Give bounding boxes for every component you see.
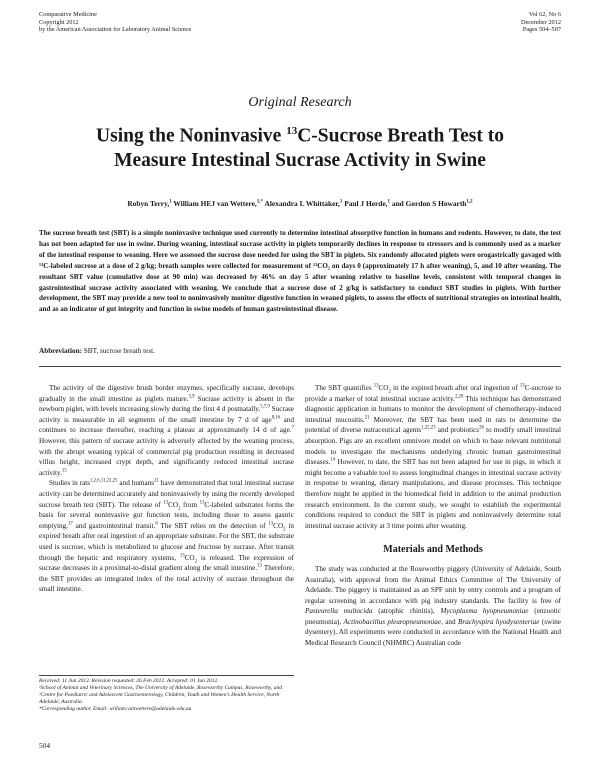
text-run: Sucrase activity is measurable in all segments of the small intestine by 7 d of age xyxy=(39,405,294,424)
text-run: Sucrase activity is absent in the newborn piglet, with levels increasing slowly during the first 4 d postnatally. xyxy=(39,394,295,414)
text-run: CO xyxy=(273,521,284,530)
page-range: Pages 504–507 xyxy=(522,26,561,34)
text-run: is released. The expression of sucrase decreases in a proximal-to-distal gradient along the small intestine. xyxy=(39,553,295,573)
text-run: and probiotics xyxy=(435,426,480,435)
section-label: Original Research xyxy=(248,95,352,110)
citation: 8,16 xyxy=(271,415,281,421)
author-name: Paul J Herde, xyxy=(344,199,388,208)
citation: 3,9 xyxy=(188,394,195,400)
citation: 14 xyxy=(330,457,336,463)
citation: 6 xyxy=(155,521,158,527)
citation: 7 xyxy=(291,425,294,431)
species-name: Brachyspira hyodysenteriae xyxy=(458,617,540,626)
running-header-right xyxy=(521,11,561,34)
citation: 21 xyxy=(364,415,370,421)
citation: 15 xyxy=(61,468,67,474)
text-run: and gastrointestinal transit. xyxy=(72,521,156,530)
publisher-line: by the American Association for Laboratory Animal Science xyxy=(39,26,192,34)
text-run: in the expired breath after oral ingestion of xyxy=(390,384,520,392)
section-heading-methods: Materials and Methods xyxy=(383,544,483,556)
text-run: Therefore, the SBT provides an integrated index of the total activity of sucrase throughout the small intestine. xyxy=(39,564,294,594)
isotope-superscript: 13 xyxy=(373,383,379,389)
footnote-divider xyxy=(39,675,294,676)
text-run: However, to date, the SBT has not been adapted for use in pigs, in which it might become a valuable tool to assess longitudinal changes in intestinal sucrase activity in response to weaning, dietary manipulations, and disease processes. This technique therefore might be applied in the biomedical field in addition to the animal production research environment. In the current study, we sought to establish the experimental conditions required to conduct the SBT in piglets and noninvasively determine total intestinal sucrase activity at 3 time points after weaning. xyxy=(305,458,561,530)
text-run: This technique has demonstrated diagnostic application in humans to monitor the development of chemotherapy-induced intestinal mucositis. xyxy=(305,394,561,424)
text-run: The SBT relies on the detection of xyxy=(157,521,269,530)
title-line-2: Measure Intestinal Sucrase Activity in Swine xyxy=(114,149,486,171)
text-run: Moreover, the SBT has been used in rats to determine the potential of diverse nutraceutical agents xyxy=(305,415,561,435)
body-paragraph xyxy=(39,383,294,478)
subscript: 2 xyxy=(194,558,198,564)
text-run: (atrophic rhinitis), xyxy=(372,607,441,616)
text-run: have demonstrated that total intestinal sucrase activity can be determined accurately and noninvasively by using the recently developed sucrose breath test (SBT). The release of xyxy=(39,479,294,509)
text-run: Studies in rats xyxy=(49,479,91,488)
isotope-superscript: 13 xyxy=(519,383,525,389)
body-paragraph xyxy=(39,478,294,595)
citation: 5,7,9 xyxy=(260,404,270,410)
subscript: 2 xyxy=(178,505,181,511)
text-run: (swine dysentery). All experiments were conducted in accordance with the National Health and Medical Research Council (NHMRC) Australian code xyxy=(305,617,561,648)
text-run: in expired breath after oral ingestion of an appropriate substrate. For the SBT, the substrate used is sucrose, which is metabolized to glucose and fructose by sucrase. After transit through the hepatic and respiratory systems, xyxy=(39,521,294,562)
isotope-superscript: 13 xyxy=(268,521,274,527)
left-column xyxy=(39,383,294,595)
text-run: C-labeled substrates forms the basis for several noninvasive gut function tests, including those to assess gastric emptying, xyxy=(39,500,294,530)
footnotes xyxy=(39,678,294,713)
text-run: and humans xyxy=(117,479,155,488)
title-part-pre: Using the Noninvasive xyxy=(96,125,287,147)
citation: 1,2,6,11,22,25 xyxy=(90,478,118,484)
text-run: The study was conducted at the Roseworthy piggery (University of Adelaide, South Australia), with approval from the Animal Ethics Committee of The University of Adelaide. The piggery is maintained as an SPF unit by entry controls and a program of regular screening in accordance with pig industry standards. The facility is free of xyxy=(305,564,561,605)
abbreviation-line xyxy=(39,347,561,355)
author-name: Robyn Terry, xyxy=(127,199,170,208)
text-run: from xyxy=(180,500,200,509)
text-run: (enzootic pneumonia), xyxy=(305,607,561,626)
abstract-divider xyxy=(39,366,561,367)
text-run: to modify small intestinal absorption. Pigs are an excellent omnivore model on which to base relevant nutritional models to investigate the mechanisms underlying chronic human gastrointestinal diseases. xyxy=(305,426,561,467)
author-list xyxy=(40,199,560,208)
title-part-post: C-Sucrose Breath Test to xyxy=(297,125,504,147)
isotope-superscript: 13 xyxy=(163,500,169,506)
volume-issue: Vol 62, No 6 xyxy=(528,11,561,18)
author-name: and Gordon S Howarth xyxy=(391,199,467,208)
citation: 17 xyxy=(67,521,73,527)
text-run: , and xyxy=(441,617,459,626)
species-name: Mycoplasma hyopneumoniae xyxy=(440,607,529,616)
text-run: The SBT quantifies xyxy=(315,384,374,392)
affiliations: ¹School of Animal and Veterinary Sciences, The University of Adelaide, Roseworthy Campus, Roseworthy, and ²Centre for Paediatric and Adolescent Gastroenterology, Children, Youth and Women's Health Service, North Adelaide, Australia. xyxy=(39,685,282,706)
species-name: Actinobacillus pleuropneumoniae xyxy=(343,617,442,626)
text-run: and continues to increase thereafter, reaching a plateau at approximately 14 d of age. xyxy=(39,415,294,435)
text-run: CO xyxy=(184,553,195,562)
text-run: CO xyxy=(168,500,179,509)
text-run: However, this pattern of sucrase activity is adversely affected by the weaning process, with the abrupt weaning typical of commercial pig production resulting in decreased villus height, increased crypt depth, and significantly reduced intestinal sucrase activity. xyxy=(39,436,294,477)
article-title xyxy=(40,119,560,173)
author-affiliation: 1 xyxy=(169,199,172,205)
received-dates: Received: 11 Jun 2012. Revision requested: 26 Feb 2012. Accepted: 01 Jun 2012. xyxy=(39,678,219,684)
running-header-left xyxy=(39,11,191,34)
author-name: Alexandra L Whittaker, xyxy=(264,199,340,208)
body-paragraph xyxy=(305,383,561,531)
right-column xyxy=(305,383,561,649)
body-paragraph xyxy=(305,564,561,649)
citation: 21 xyxy=(154,478,159,484)
journal-name: Comparative Medicine xyxy=(39,11,97,18)
citation: 26 xyxy=(479,425,484,431)
author-affiliation: 1,* xyxy=(256,199,264,205)
isotope-superscript: 13 xyxy=(199,500,205,506)
page-number: 504 xyxy=(39,741,51,750)
issue-date: December 2012 xyxy=(520,18,561,26)
title-line-1 xyxy=(40,119,560,149)
species-name: Pasteurella multocida xyxy=(305,607,373,616)
abbreviation-label: Abbreviation: xyxy=(39,347,82,355)
isotope-superscript: 13 xyxy=(179,553,185,559)
citation: 2,20 xyxy=(454,394,464,400)
subscript: 2 xyxy=(388,389,391,395)
abstract: The sucrose breath test (SBT) is a simple noninvasive technique used currently to determine intestinal absorptive function in humans and rodents. However, to date, the test has not been adapted for use in swine. During weaning, intestinal sucrase activity in piglets temporarily declines in response to stressors and is commonly used as a marker of the intestinal response to weaning. Here we assessed the sucrose dose needed for using the SBT in piglets. Six randomly allocated piglets were orogastrically gavaged with ¹³C-labeled sucrose at a dose of 2 g/kg; breath samples were collected for measurement of ¹³CO₂ on days 0 (approximately 17 h after weaning), 5, and 10 after weaning. The resultant SBT value (cumulative dose at 90 min) was decreased by 46% on day 5 after weaning relative to baseline levels, consistent with temporal changes in gastrointestinal sucrase activity associated with weaning. We conclude that a sucrose dose of 2 g/kg is satisfactory to conduct SBT studies in piglets. With further development, the SBT may provide a new tool to noninvasively monitor digestive function in weaned piglets, to assess the effects of nutritional strategies on intestinal health, and as an indicator of gut integrity and function in swine models of human gastrointestinal disease. xyxy=(39,229,561,314)
subscript: 2 xyxy=(283,527,286,533)
text-run: The activity of the digestive brush border enzymes, specifically sucrase, develops gradually in the small intestine as piglets mature. xyxy=(39,384,294,403)
citation: 1,22,23 xyxy=(421,425,436,431)
corresponding-author: *Corresponding author. Email: william.vanwettere@adelaide.edu.au xyxy=(39,706,192,713)
abbreviation-text: SBT, sucrose breath test. xyxy=(83,347,155,355)
text-run: CO xyxy=(378,384,389,392)
author-affiliation: 1,2 xyxy=(466,199,473,205)
copyright-line: Copyright 2012 xyxy=(39,18,79,26)
citation: 13 xyxy=(257,563,262,569)
author-affiliation: 1 xyxy=(387,199,391,205)
author-affiliation: 1 xyxy=(339,199,343,205)
author-name: William HEJ van Wettere, xyxy=(173,199,257,208)
text-run: C-sucrose to provide a marker of total intestinal sucrase activity. xyxy=(305,384,561,403)
title-superscript: 13 xyxy=(286,125,298,137)
